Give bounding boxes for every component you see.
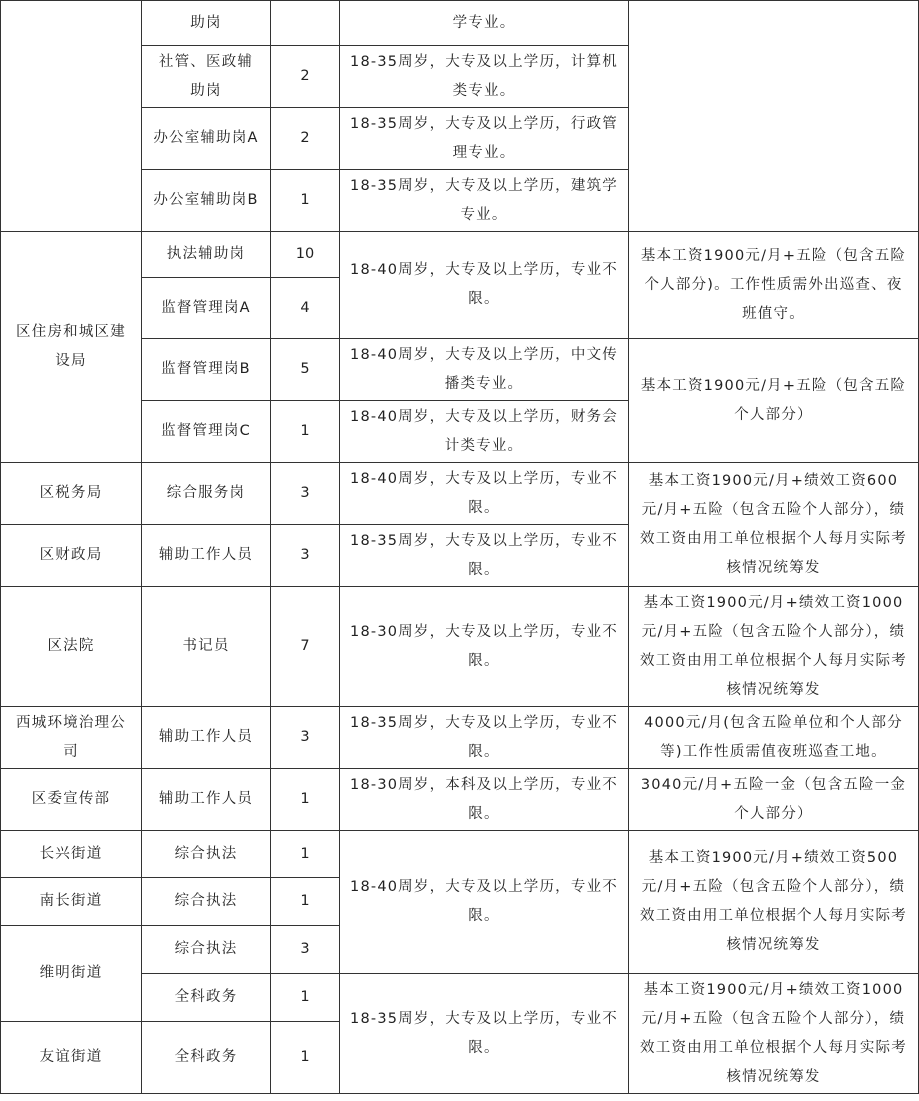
requirement-cell: 18-35周岁，大专及以上学历，计算机类专业。 [340,46,629,108]
requirement-cell: 18-40周岁，大专及以上学历，专业不限。 [340,463,629,525]
requirement-cell: 18-35周岁，大专及以上学历，行政管理专业。 [340,108,629,170]
requirement-cell: 18-40周岁，大专及以上学历，专业不限。 [340,232,629,339]
post-cell: 综合服务岗 [142,463,271,525]
dept-cell [1,1,142,232]
post-cell: 综合执法 [142,878,271,926]
requirement-cell: 学专业。 [340,1,629,46]
count-cell: 3 [271,707,340,769]
table-row [1,707,919,769]
count-cell: 3 [271,525,340,587]
requirement-cell: 18-30周岁，大专及以上学历，专业不限。 [340,587,629,707]
salary-cell [629,1,919,232]
dept-cell: 区法院 [1,587,142,707]
dept-cell: 西城环境治理公司 [1,707,142,769]
post-cell: 书记员 [142,587,271,707]
post-cell: 监督管理岗C [142,401,271,463]
dept-cell: 友谊街道 [1,1022,142,1094]
table-row [1,769,919,831]
post-cell: 全科政务 [142,974,271,1022]
requirement-cell: 18-40周岁，大专及以上学历，中文传播类专业。 [340,339,629,401]
post-cell: 辅助工作人员 [142,707,271,769]
count-cell: 1 [271,1022,340,1094]
requirement-cell: 18-35周岁，大专及以上学历，专业不限。 [340,525,629,587]
count-cell: 3 [271,463,340,525]
dept-cell: 长兴街道 [1,831,142,878]
count-cell [271,1,340,46]
dept-cell: 区税务局 [1,463,142,525]
requirement-cell: 18-40周岁，大专及以上学历，财务会计类专业。 [340,401,629,463]
requirement-cell: 18-35周岁，大专及以上学历，专业不限。 [340,707,629,769]
salary-cell: 基本工资1900元/月+绩效工资1000元/月+五险（包含五险个人部分），绩效工资由用工单位根据个人每月实际考核情况统筹发 [629,587,919,707]
post-cell: 综合执法 [142,926,271,974]
dept-cell: 南长街道 [1,878,142,926]
post-cell: 办公室辅助岗A [142,108,271,170]
count-cell: 1 [271,878,340,926]
dept-cell: 区委宣传部 [1,769,142,831]
salary-cell: 基本工资1900元/月+五险（包含五险个人部分)。工作性质需外出巡查、夜班值守。 [629,232,919,339]
post-cell: 监督管理岗B [142,339,271,401]
salary-cell: 3040元/月+五险一金（包含五险一金个人部分） [629,769,919,831]
dept-cell: 维明街道 [1,926,142,1022]
count-cell: 2 [271,46,340,108]
salary-cell: 4000元/月(包含五险单位和个人部分等)工作性质需值夜班巡查工地。 [629,707,919,769]
post-cell: 辅助工作人员 [142,525,271,587]
requirement-cell: 18-35周岁，大专及以上学历，建筑学专业。 [340,170,629,232]
salary-cell: 基本工资1900元/月+绩效工资500元/月+五险（包含五险个人部分），绩效工资由用工单位根据个人每月实际考核情况统筹发 [629,831,919,974]
count-cell: 3 [271,926,340,974]
dept-cell: 区财政局 [1,525,142,587]
dept-cell: 区住房和城区建设局 [1,232,142,463]
post-cell: 助岗 [142,1,271,46]
count-cell: 1 [271,831,340,878]
count-cell: 2 [271,108,340,170]
table-row [1,831,919,878]
count-cell: 10 [271,232,340,278]
salary-cell: 基本工资1900元/月+五险（包含五险个人部分） [629,339,919,463]
table-row [1,587,919,707]
post-cell: 执法辅助岗 [142,232,271,278]
post-cell: 全科政务 [142,1022,271,1094]
requirement-cell: 18-40周岁，大专及以上学历，专业不限。 [340,831,629,974]
count-cell: 4 [271,278,340,339]
count-cell: 1 [271,769,340,831]
table-row [1,463,919,525]
post-cell: 办公室辅助岗B [142,170,271,232]
table-row [1,1,919,46]
count-cell: 1 [271,974,340,1022]
post-cell: 综合执法 [142,831,271,878]
count-cell: 1 [271,401,340,463]
count-cell: 5 [271,339,340,401]
table-row [1,232,919,278]
requirement-cell: 18-35周岁，大专及以上学历，专业不限。 [340,974,629,1094]
count-cell: 7 [271,587,340,707]
count-cell: 1 [271,170,340,232]
post-cell: 辅助工作人员 [142,769,271,831]
post-cell: 监督管理岗A [142,278,271,339]
requirement-cell: 18-30周岁，本科及以上学历，专业不限。 [340,769,629,831]
salary-cell: 基本工资1900元/月+绩效工资1000元/月+五险（包含五险个人部分），绩效工资由用工单位根据个人每月实际考核情况统筹发 [629,974,919,1094]
post-cell: 社管、医政辅助岗 [142,46,271,108]
salary-cell: 基本工资1900元/月+绩效工资600元/月+五险（包含五险个人部分），绩效工资由用工单位根据个人每月实际考核情况统筹发 [629,463,919,587]
